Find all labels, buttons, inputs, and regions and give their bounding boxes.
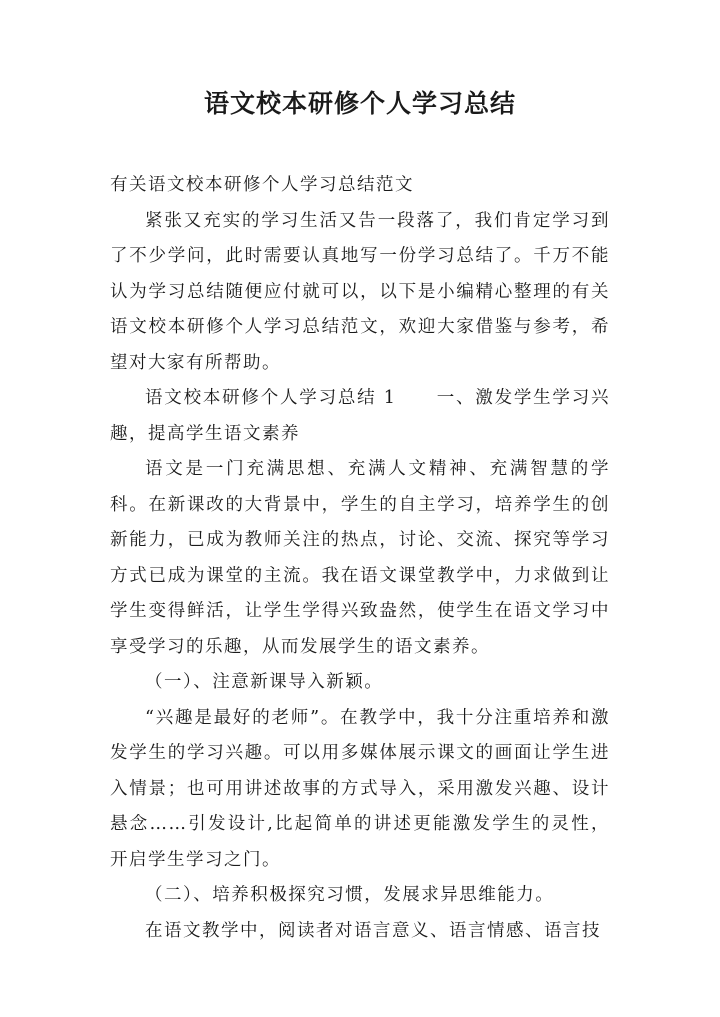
subheading-1: （一）、注意新课导入新颖。	[145, 672, 384, 692]
document-subtitle: 有关语文校本研修个人学习总结范文	[110, 175, 414, 195]
intro-paragraph: 紧张又充实的学习生活又告一段落了，我们肯定学习到了不少学问，此时需要认真地写一份学习总结了。千万不能认为学习总结随便应付就可以，以下是小编精心整理的有关语文校本研修个人学习总结范文，欢迎大家借鉴与参考，希望对大家有所帮助。	[110, 210, 610, 373]
section-point-heading: 一、激发学生学习兴趣，提高学生语文素养	[110, 388, 610, 444]
subheading-2: （二）、培养积极探究习惯，发展求异思维能力。	[145, 885, 555, 905]
document-body	[110, 168, 610, 949]
document-title: 语文校本研修个人学习总结	[203, 89, 516, 118]
body-paragraph-2: “兴趣是最好的老师”。在教学中，我十分注重培养和激发学生的学习兴趣。可以用多媒体展示课文的画面让学生进入情景；也可用讲述故事的方式导入，采用激发兴趣、设计悬念……引发设计,比起简单的讲述更能激发学生的灵性，开启学生学习之门。	[110, 707, 610, 870]
section-heading: 语文校本研修个人学习总结 1	[145, 388, 397, 408]
body-paragraph-1: 语文是一门充满思想、充满人文精神、充满智慧的学科。在新课改的大背景中，学生的自主学习，培养学生的创新能力，已成为教师关注的热点，讨论、交流、探究等学习方式已成为课堂的主流。我在语文课堂教学中，力求做到让学生变得鲜活，让学生学得兴致盎然，使学生在语文学习中享受学习的乐趣，从而发展学生的语文素养。	[110, 459, 610, 657]
section-heading-paragraph	[110, 381, 610, 452]
body-paragraph-3: 在语文教学中，阅读者对语言意义、语言情感、语言技	[145, 920, 601, 941]
